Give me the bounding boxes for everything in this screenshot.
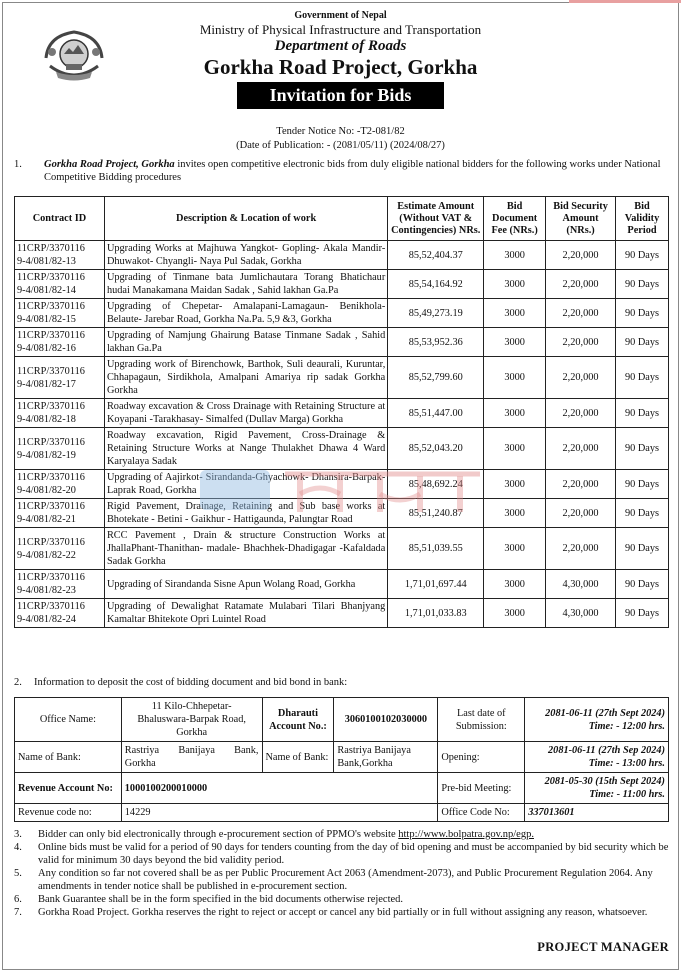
revenue-code-label: Revenue code no: <box>15 804 122 822</box>
security-cell: 2,20,000 <box>546 270 616 299</box>
bank-row-revenue <box>15 773 669 804</box>
tender-number: Tender Notice No: -T2-081/82 <box>276 126 405 137</box>
note-item: 5. Any condition so far not covered shall be as per Public Procurement Act 2063 (Amendment-2073), and Public Procurement Regulation 2064. Any amendments in tender notice shall be published in e-procurement section. <box>14 868 653 892</box>
description-cell: Upgrading work of Birenchowk, Barthok, Suli deaurali, Kuruntar, Chhapagaun, Sirdikhola, Amalpani Amariya rip sadak Gorkha Gorkha <box>104 357 387 399</box>
security-cell: 4,30,000 <box>546 599 616 628</box>
contract-id-cell: 11CRP/3370116 9-4/081/82-18 <box>15 399 105 428</box>
opening-label: Opening: <box>438 742 525 773</box>
header-estimate: Estimate Amount (Without VAT & Contingencies) NRs. <box>388 197 484 241</box>
description-cell: Upgrading of Namjung Ghairung Batase Tinmane Sadak , Sahid lakhan Ga.Pa <box>104 328 387 357</box>
department-title: Department of Roads <box>274 38 407 54</box>
office-name-label: Office Name: <box>15 698 122 742</box>
office-code-label: Office Code No: <box>438 804 525 822</box>
estimate-cell: 1,71,01,033.83 <box>388 599 484 628</box>
fee-cell: 3000 <box>484 570 546 599</box>
bank-name-label-2: Name of Bank: <box>262 742 334 773</box>
bank-name-value: Rastriya Banijaya Bank, Gorkha <box>121 742 262 773</box>
bids-header-row <box>15 197 669 241</box>
project-title: Gorkha Road Project, Gorkha <box>203 55 478 79</box>
header-contract-id: Contract ID <box>15 197 105 241</box>
contract-id-cell: 11CRP/3370116 9-4/081/82-24 <box>15 599 105 628</box>
security-cell: 2,20,000 <box>546 399 616 428</box>
ministry-title: Ministry of Physical Infrastructure and Transportation <box>199 22 482 37</box>
validity-cell: 90 Days <box>616 499 669 528</box>
validity-cell: 90 Days <box>616 599 669 628</box>
intro-lead: Gorkha Road Project, Gorkha <box>44 159 175 170</box>
fee-cell: 3000 <box>484 270 546 299</box>
government-title: Government of Nepal <box>294 10 387 21</box>
intro-text: invites open competitive electronic bids from duly eligible national bidders for the following works under National Competitive Bidding procedures <box>44 159 661 183</box>
fee-cell: 3000 <box>484 299 546 328</box>
office-name-value: 11 Kilo-Chhepetar- Bhaluswara-Barpak Road, Gorkha <box>121 698 262 742</box>
note-item: 3. Bidder can only bid electronically through e-procurement section of PPMO's website http://www.bolpatra.gov.np/egp. <box>14 829 534 840</box>
office-code-value: 337013601 <box>525 804 669 822</box>
description-cell: Upgrading of Tinmane bata Jumlichautara Torang Bhatichaur hudai Manakamana Maidan Sadak , Sahid lakhan Ga.Pa <box>104 270 387 299</box>
bid-row <box>15 528 669 570</box>
intro-number: 1. <box>14 159 22 170</box>
contract-id-cell: 11CRP/3370116 9-4/081/82-14 <box>15 270 105 299</box>
contract-id-cell: 11CRP/3370116 9-4/081/82-15 <box>15 299 105 328</box>
note-item: 6. Bank Guarantee shall be in the form specified in the bid documents otherwise rejected. <box>14 894 404 905</box>
bid-row <box>15 470 669 499</box>
estimate-cell: 85,51,240.87 <box>388 499 484 528</box>
security-cell: 2,20,000 <box>546 428 616 470</box>
estimate-cell: 1,71,01,697.44 <box>388 570 484 599</box>
validity-cell: 90 Days <box>616 399 669 428</box>
estimate-cell: 85,53,952.36 <box>388 328 484 357</box>
bid-row <box>15 299 669 328</box>
description-cell: Roadway excavation & Cross Drainage with Retaining Structure at Koyapani -Tarakhasay- Simalfed (Dullav Marga) Gorkha <box>104 399 387 428</box>
bid-row <box>15 499 669 528</box>
bid-row <box>15 357 669 399</box>
bid-row <box>15 399 669 428</box>
description-cell: Upgrading Works at Majhuwa Yangkot- Gopling- Akala Mandir- Dhuwakot- Chyangli- Naya Pul Sadak, Gorkha <box>104 241 387 270</box>
validity-cell: 90 Days <box>616 241 669 270</box>
description-cell: Roadway excavation, Rigid Pavement, Cross-Drainage & Retaining Structure Works at Nange Thulakhet Dhawa 4 Ward Karyalaya Sadak <box>104 428 387 470</box>
description-cell: Upgrading of Chepetar- Amalapani-Lamagaun- Benikhola-Belaute- Jarebar Road, Gorkha Na.Pa. 5,9 &3, Gorkha <box>104 299 387 328</box>
security-cell: 2,20,000 <box>546 241 616 270</box>
description-cell: RCC Pavement , Drain & structure Construction Works at JhallaPhant-Thanithan- madale- Bhachhek-Dhadigagar -Kafaldada Sadak Gorkha <box>104 528 387 570</box>
publication-date: (Date of Publication: - (2081/05/11) (2024/08/27) <box>236 140 445 151</box>
revenue-account-label: Revenue Account No: <box>15 773 122 804</box>
revenue-account-value: 1000100200010000 <box>121 773 438 804</box>
bank-info-heading: 2. Information to deposit the cost of bidding document and bid bond in bank: <box>14 677 348 688</box>
validity-cell: 90 Days <box>616 570 669 599</box>
estimate-cell: 85,52,404.37 <box>388 241 484 270</box>
description-cell: Upgrading of Dewalighat Ratamate Mulabari Tilari Bhanjyang Kamaltar Bhitekote Opri Luintel Road <box>104 599 387 628</box>
fee-cell: 3000 <box>484 399 546 428</box>
estimate-cell: 85,48,692.24 <box>388 470 484 499</box>
contract-id-cell: 11CRP/3370116 9-4/081/82-13 <box>15 241 105 270</box>
dharauti-account: 3060100102030000 <box>334 698 438 742</box>
security-cell: 2,20,000 <box>546 328 616 357</box>
note-item: 7. Gorkha Road Project. Gorkha reserves the right to reject or accept or cancel any bid partially or in full without assigning any reason, whatsoever. <box>14 907 648 918</box>
contract-id-cell: 11CRP/3370116 9-4/081/82-20 <box>15 470 105 499</box>
security-cell: 2,20,000 <box>546 470 616 499</box>
contract-id-cell: 11CRP/3370116 9-4/081/82-17 <box>15 357 105 399</box>
fee-cell: 3000 <box>484 357 546 399</box>
corner-mark <box>569 0 681 3</box>
prebid-value: 2081-05-30 (15th Sept 2024) Time: - 11:00 hrs. <box>525 773 669 804</box>
bank-table <box>14 697 669 822</box>
header-security: Bid Security Amount (NRs.) <box>546 197 616 241</box>
fee-cell: 3000 <box>484 428 546 470</box>
prebid-label: Pre-bid Meeting: <box>438 773 525 804</box>
description-cell: Upgrading of Aajirkot- Sirandanda-Ghyachowk- Dhansira-Barpak- Laprak Road, Gorkha <box>104 470 387 499</box>
intro-paragraph <box>14 158 670 184</box>
contract-id-cell: 11CRP/3370116 9-4/081/82-19 <box>15 428 105 470</box>
last-date-label: Last date of Submission: <box>438 698 525 742</box>
validity-cell: 90 Days <box>616 328 669 357</box>
bank-row-office <box>15 698 669 742</box>
bank-row-codes <box>15 804 669 822</box>
bid-row <box>15 599 669 628</box>
revenue-code-value: 14229 <box>121 804 438 822</box>
dharauti-label: Dharauti Account No.: <box>262 698 334 742</box>
contract-id-cell: 11CRP/3370116 9-4/081/82-22 <box>15 528 105 570</box>
estimate-cell: 85,51,447.00 <box>388 399 484 428</box>
estimate-cell: 85,49,273.19 <box>388 299 484 328</box>
bank-row-bank <box>15 742 669 773</box>
tender-notice <box>0 125 681 153</box>
security-cell: 2,20,000 <box>546 357 616 399</box>
contract-id-cell: 11CRP/3370116 9-4/081/82-23 <box>15 570 105 599</box>
bid-row <box>15 241 669 270</box>
validity-cell: 90 Days <box>616 428 669 470</box>
bid-row <box>15 328 669 357</box>
last-date-value: 2081-06-11 (27th Sept 2024) Time: - 12:00 hrs. <box>525 698 669 742</box>
bolpatra-link[interactable]: http://www.bolpatra.gov.np/egp. <box>398 829 534 840</box>
note-item: 4. Online bids must be valid for a period of 90 days for tenders counting from the day of bid opening and must be accompanied by bid security which be valid for minimum 30 days beyond the bid validity period. <box>14 842 669 866</box>
fee-cell: 3000 <box>484 470 546 499</box>
fee-cell: 3000 <box>484 499 546 528</box>
contract-id-cell: 11CRP/3370116 9-4/081/82-16 <box>15 328 105 357</box>
security-cell: 2,20,000 <box>546 299 616 328</box>
bids-body <box>15 241 669 628</box>
project-manager-signature: PROJECT MANAGER <box>537 940 669 954</box>
fee-cell: 3000 <box>484 599 546 628</box>
invitation-banner: Invitation for Bids <box>237 82 444 109</box>
fee-cell: 3000 <box>484 328 546 357</box>
letterhead <box>0 10 681 109</box>
estimate-cell: 85,54,164.92 <box>388 270 484 299</box>
bid-row <box>15 428 669 470</box>
security-cell: 2,20,000 <box>546 528 616 570</box>
validity-cell: 90 Days <box>616 299 669 328</box>
header-validity: Bid Validity Period <box>616 197 669 241</box>
fee-cell: 3000 <box>484 241 546 270</box>
estimate-cell: 85,52,043.20 <box>388 428 484 470</box>
estimate-cell: 85,51,039.55 <box>388 528 484 570</box>
bids-table <box>14 196 669 628</box>
fee-cell: 3000 <box>484 528 546 570</box>
bid-row <box>15 270 669 299</box>
estimate-cell: 85,52,799.60 <box>388 357 484 399</box>
validity-cell: 90 Days <box>616 528 669 570</box>
notes-list <box>14 828 670 919</box>
bid-row <box>15 570 669 599</box>
description-cell: Rigid Pavement, Drainage, Retaining and Sub base works at Bhotekate - Betini - Gaikhur - Hattigaunda, Palungtar Road <box>104 499 387 528</box>
security-cell: 2,20,000 <box>546 499 616 528</box>
description-cell: Upgrading of Sirandanda Sisne Apun Wolang Road, Gorkha <box>104 570 387 599</box>
validity-cell: 90 Days <box>616 470 669 499</box>
header-description: Description & Location of work <box>104 197 387 241</box>
security-cell: 4,30,000 <box>546 570 616 599</box>
opening-value: 2081-06-11 (27th Sep 2024) Time: - 13:00 hrs. <box>525 742 669 773</box>
header-fee: Bid Document Fee (NRs.) <box>484 197 546 241</box>
validity-cell: 90 Days <box>616 357 669 399</box>
bank-name-value-2: Rastriya Banijaya Bank,Gorkha <box>334 742 438 773</box>
contract-id-cell: 11CRP/3370116 9-4/081/82-21 <box>15 499 105 528</box>
validity-cell: 90 Days <box>616 270 669 299</box>
bank-name-label: Name of Bank: <box>15 742 122 773</box>
